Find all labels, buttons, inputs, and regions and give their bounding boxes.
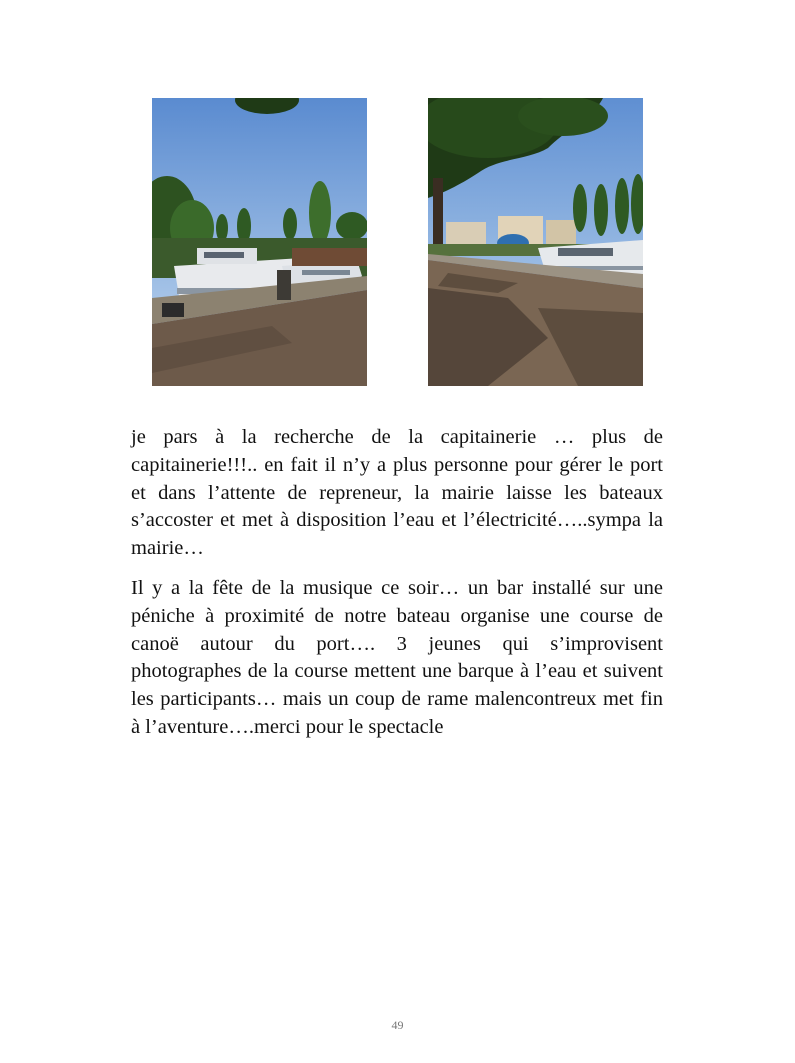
moored-boats-illustration xyxy=(152,98,367,386)
page-number: 49 xyxy=(391,1018,404,1032)
quay-town-illustration xyxy=(428,98,643,386)
quay-town-photo xyxy=(428,98,643,386)
moored-boats-photo xyxy=(152,98,367,386)
paragraph-capitainerie: je pars à la recherche de la capitainerie … plus de capitainerie!!!.. en fait il n’y a plus personne pour gérer le port et dans l’attente de repreneur, la mairie laisse les bateaux s’accoster et met à disposition l’eau et l’électricité…..sympa la mairie… xyxy=(131,426,663,560)
paragraph-fete-musique: Il y a la fête de la musique ce soir… un bar installé sur une péniche à proximité de notre bateau organise une course de canoë autour du port…. 3 jeunes qui s’improvisent photographes de la course mettent une barque à l’eau et suivent les participants… mais un coup de rame malencontreux met fin à l’aventure….merci pour le spectacle xyxy=(131,576,663,738)
body-text xyxy=(131,424,663,754)
